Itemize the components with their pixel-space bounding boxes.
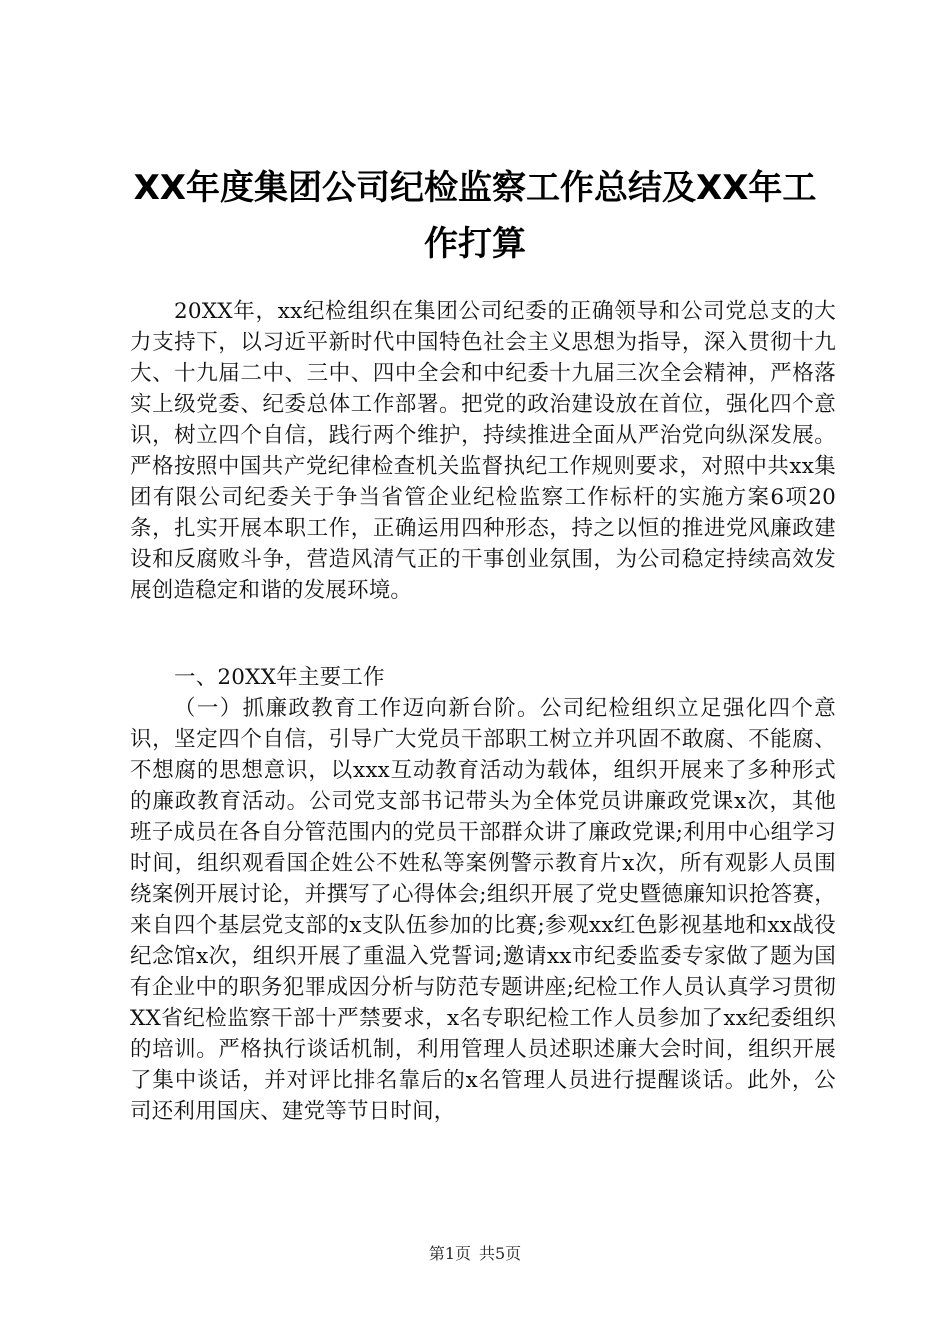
section-heading: 一、20XX年主要工作 (174, 665, 385, 690)
page-total: 共5页 (479, 1244, 522, 1263)
page-footer (0, 1244, 950, 1264)
document-title (110, 160, 840, 272)
title-line-1: XX年度集团公司纪检监察工作总结及XX年工 (133, 168, 817, 208)
intro-paragraph: 20XX年，xx纪检组织在集团公司纪委的正确领导和公司党总支的大力支持下，以习近平新时代中国特色社会主义思想为指导，深入贯彻十九大、十九届二中、三中、四中全会和中纪委十九届三次全会精神，严格落实上级党委、纪委总体工作部署。把党的政治建设放在首位，强化四个意识，树立四个自信，践行两个维护，持续推进全面从严治党向纵深发展。严格按照中国共产党纪律检查机关监督执纪工作规则要求，对照中共xx集团有限公司纪委关于争当省管企业纪检监察工作标杆的实施方案6项20条，扎实开展本职工作，正确运用四种形态，持之以恒的推进党风廉政建设和反腐败斗争，营造风清气正的干事创业氛围，为公司稳定持续高效发展创造稳定和谐的发展环境。 (130, 299, 836, 603)
page-number: 第1页 (428, 1244, 471, 1263)
subsection-paragraph: （一）抓廉政教育工作迈向新台阶。公司纪检组织立足强化四个意识，坚定四个自信，引导广大党员干部职工树立并巩固不敢腐、不能腐、不想腐的思想意识，以xxx互动教育活动为载体，组织开展来了多种形式的廉政教育活动。公司党支部书记带头为全体党员讲廉政党课x次，其他班子成员在各自分管范围内的党员干部群众讲了廉政党课;利用中心组学习时间，组织观看国企姓公不姓私等案例警示教育片x次，所有观影人员围绕案例开展讨论，并撰写了心得体会;组织开展了党史暨德廉知识抢答赛，来自四个基层党支部的x支队伍参加的比赛;参观xx红色影视基地和xx战役纪念馆x次，组织开展了重温入党誓词;邀请xx市纪委监委专家做了题为国有企业中的职务犯罪成因分析与防范专题讲座;纪检工作人员认真学习贯彻XX省纪检监察干部十严禁要求，x名专职纪检工作人员参加了xx纪委组织的培训。严格执行谈话机制，利用管理人员述职述廉大会时间，组织开展了集中谈话，并对评比排名靠后的x名管理人员进行提醒谈话。此外，公司还利用国庆、建党等节日时间， (130, 696, 836, 1124)
title-line-2: 作打算 (424, 224, 526, 264)
